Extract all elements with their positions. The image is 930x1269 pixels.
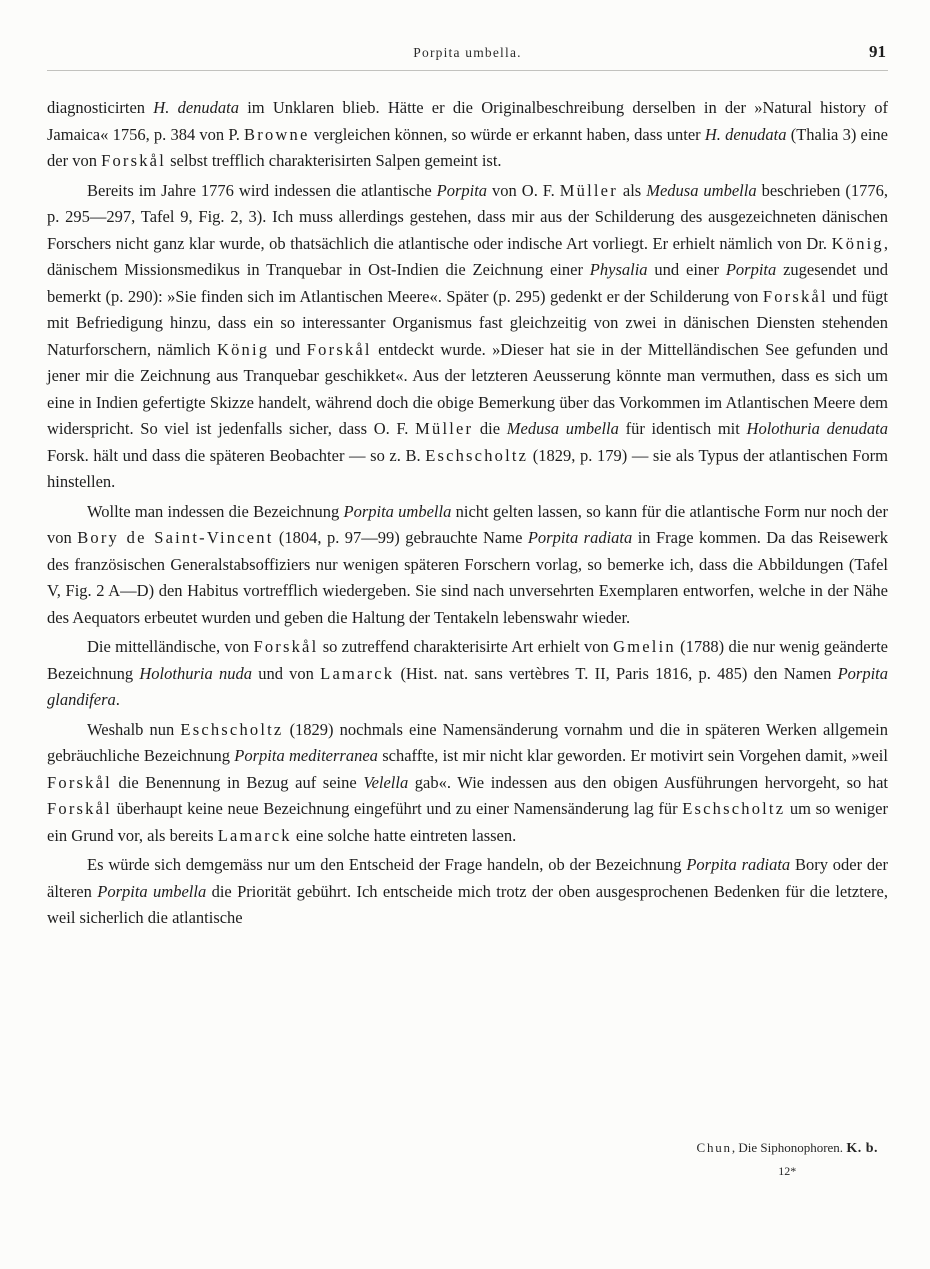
page-footer xyxy=(696,1140,878,1180)
text-run: Bereits im Jahre 1776 wird indessen die atlantische xyxy=(87,180,437,200)
text-run: König xyxy=(216,339,270,359)
text-run: Bory oder der älteren xyxy=(47,855,888,901)
text-run: (1829) nochmals eine Namensänderung vornahm und die in späteren Werken allgemein gebräuchliche Bezeichnung xyxy=(47,719,889,765)
paragraph xyxy=(47,95,888,175)
sheet-mark: 12* xyxy=(778,1164,797,1178)
text-run: Bory de Saint-Vincent xyxy=(77,528,274,547)
text-run: gab«. Wie indessen aus den obigen Ausführungen hervorgeht, so hat xyxy=(408,772,888,792)
text-run: die xyxy=(473,419,507,438)
text-run: Porpita umbella xyxy=(97,881,207,901)
text-run: beschrieben (1776, p. 295—297, Tafel 9, Fig. 2, 3). Ich muss allerdings gestehen, dass mir aus der Schilderung des ausgezeichneten dänischen Forschers nicht ganz klar wurde, ob thatsächlich die atlantische oder indische Art vorliegt. Er erhielt nämlich von Dr. xyxy=(47,180,888,253)
text-run: (1829, p. 179) — sie als Typus der atlantischen Form hinstellen. xyxy=(47,445,888,491)
signature-author: Chun xyxy=(696,1140,732,1155)
text-run: (1804, p. 97—99) gebrauchte Name xyxy=(273,528,528,547)
text-run: und xyxy=(269,339,307,359)
text-run: entdeckt wurde. »Dieser hat sie in der Mittelländischen See gefunden und jener mir die Zeichnung aus Tranquebar geschikket«. Aus der letzteren Aeusserung könnte man vermuthen, dass es sich um eine in Indien gefertigte Skizze handelt, während doch die obige Bemerkung über das Vorkommen im Atlantischen Meere dem widerspricht. So viel ist jedenfalls sicher, dass O. F. xyxy=(47,339,889,438)
text-run: Forskål xyxy=(101,151,166,170)
text-run: und von xyxy=(251,663,321,683)
text-run: Porpita radiata xyxy=(686,855,791,874)
text-run: und einer xyxy=(647,260,726,279)
signature-title: , Die Siphonophoren. xyxy=(731,1140,847,1155)
text-run: Holothuria nuda xyxy=(139,663,252,683)
text-run: Porpita umbella xyxy=(343,501,452,521)
text-run: die Benennung in Bezug auf seine xyxy=(111,772,364,792)
paragraph xyxy=(47,852,888,932)
text-run: Eschscholtz xyxy=(180,719,284,739)
text-run: H. denudata xyxy=(704,124,787,144)
text-run: Forskål xyxy=(47,772,112,792)
text-run: Porpita xyxy=(436,180,488,200)
text-run: Porpita mediterranea xyxy=(234,746,378,765)
body-text xyxy=(47,95,888,932)
paragraph xyxy=(47,499,888,632)
text-run: Velella xyxy=(363,772,409,792)
header-rule xyxy=(47,70,888,71)
text-run: H. denudata xyxy=(153,98,239,117)
text-run: Porpita xyxy=(725,260,777,279)
text-run: . xyxy=(115,690,120,709)
text-run: von O. F. xyxy=(487,180,560,200)
signature-block xyxy=(696,1140,878,1179)
text-run: König xyxy=(831,233,884,253)
text-run: Weshalb nun xyxy=(87,719,181,739)
page-header xyxy=(47,44,888,66)
text-run: Medusa umbella xyxy=(506,419,619,438)
text-run: Eschscholtz xyxy=(425,445,529,465)
signature-mark: K. b. xyxy=(846,1141,878,1156)
text-run: eine solche hatte eintreten lassen. xyxy=(291,825,517,845)
text-run: Forskål xyxy=(306,339,372,359)
text-run: Physalia xyxy=(589,260,648,279)
text-run: als xyxy=(617,180,647,200)
text-run: Es würde sich demgemäss nur um den Entscheid der Frage handeln, ob der Bezeichnung xyxy=(87,855,687,874)
text-run: Holothuria denudata xyxy=(746,419,888,438)
text-run: überhaupt keine neue Bezeichnung eingeführt und zu einer Namensänderung lag für xyxy=(111,799,683,818)
text-run: zugesendet und bemerkt (p. 290): »Sie finden sich im Atlantischen Meere«. Später (p. 295) gedenkt er der Schilderung von xyxy=(47,260,888,306)
text-run: Müller xyxy=(559,180,618,200)
text-run: diagnosticirten xyxy=(47,98,154,117)
text-run: (Thalia 3) eine der von xyxy=(47,124,888,170)
text-run: Forskål xyxy=(47,799,112,818)
text-run: Wollte man indessen die Bezeichnung xyxy=(87,501,344,521)
running-title: Porpita umbella. xyxy=(413,45,522,60)
text-run: Eschscholtz xyxy=(682,799,786,818)
text-run: selbst trefflich charakterisirten Salpen gemeint ist. xyxy=(165,151,502,170)
text-run: Lamarck xyxy=(320,663,395,683)
text-run: (1788) die nur wenig geänderte Bezeichnung xyxy=(47,637,888,683)
text-run: Gmelin xyxy=(613,637,676,656)
text-run: Browne xyxy=(244,124,310,144)
text-run: Forskål xyxy=(762,286,828,306)
text-run: so zutreffend charakterisirte Art erhielt von xyxy=(318,637,614,656)
text-run: die Priorität gebührt. Ich entscheide mich trotz der oben ausgesprochenen Bedenken für die letztere, weil sicherlich die atlantische xyxy=(47,881,889,927)
page-number: 91 xyxy=(869,42,886,61)
text-run: für identisch mit xyxy=(618,419,747,438)
paragraph xyxy=(47,178,888,496)
text-run: Müller xyxy=(415,419,474,438)
paragraph xyxy=(47,634,888,714)
text-run: Lamarck xyxy=(217,825,292,845)
text-run: Medusa umbella xyxy=(646,180,757,200)
signature-line xyxy=(696,1140,878,1157)
text-run: , dänischem Missionsmedikus in Tranquebar in Ost-Indien die Zeichnung einer xyxy=(47,233,888,279)
text-run: um so weniger ein Grund vor, als bereits xyxy=(47,799,888,845)
paragraph xyxy=(47,717,888,850)
text-run: Forsk. hält und dass die späteren Beobachter — so z. B. xyxy=(47,445,426,465)
text-run: Forskål xyxy=(253,637,319,656)
text-run: Porpita radiata xyxy=(527,528,633,547)
text-run: schaffte, ist mir nicht klar geworden. Er motivirt sein Vorgehen damit, »weil xyxy=(377,746,888,765)
text-run: (Hist. nat. sans vertèbres T. II, Paris 1816, p. 485) den Namen xyxy=(394,663,838,683)
text-run: im Unklaren blieb. Hätte er die Originalbeschreibung derselben in der »Natural history of Jamaica« 1756, p. 384 von P. xyxy=(47,98,888,144)
text-run: vergleichen können, so würde er erkannt haben, dass unter xyxy=(309,124,705,144)
text-run: und fügt mit Befriedigung hinzu, dass ein so interessanter Organismus fast gleichzeitig von zwei in dänischen Diensten stehenden Naturforschern, nämlich xyxy=(47,286,888,359)
text-run: Die mittelländische, von xyxy=(87,637,254,656)
text-run: nicht gelten lassen, so kann für die atlantische Form nur noch der von xyxy=(47,501,888,547)
text-run: Porpita glandifera xyxy=(47,663,888,709)
text-run: in Frage kommen. Da das Reisewerk des französischen Generalstabsoffiziers nur wenigen späteren Forschern vorlag, so bemerke ich, dass die Abbildungen (Tafel V, Fig. 2 A—D) den Habitus vortrefflich wiedergeben. Sie sind nach unversehrten Exemplaren entworfen, welche in der Nähe des Aequators erbeutet wurden und geben die Haltung der Tentakeln lebenswahr wieder. xyxy=(47,528,889,627)
